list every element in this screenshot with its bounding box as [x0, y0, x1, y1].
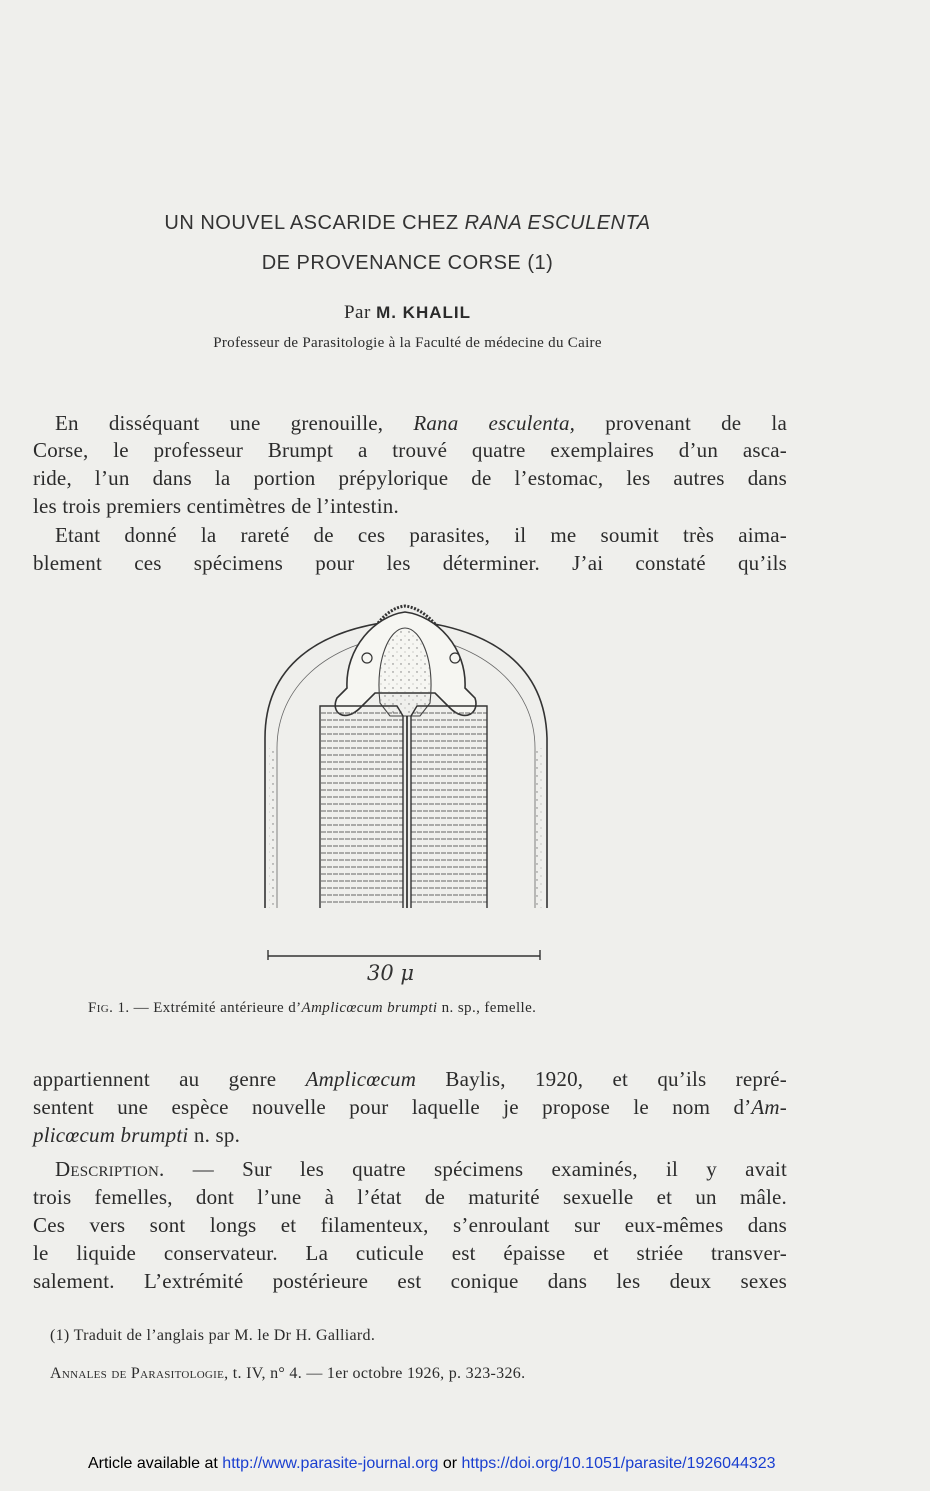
para1-line2: Corse, le professeur Brumpt a trouvé quatre exemplaires d’un asca-: [33, 438, 787, 462]
availability-or: or: [438, 1455, 462, 1472]
text: sentent une espèce nouvelle pour laquelle je propose le nom d’: [33, 1095, 752, 1119]
genus-name: Amplicœcum: [305, 1067, 417, 1091]
para3-line2: [33, 1094, 787, 1121]
scale-label: 30 μ: [367, 961, 415, 985]
para4-line4: le liquide conservateur. La cuticule est épaisse et striée transver-: [33, 1241, 787, 1265]
figure-caption: [88, 1000, 536, 1017]
availability-prefix: Article available at: [88, 1455, 223, 1472]
section-heading: Description.: [55, 1157, 165, 1181]
cuticle-left: [269, 748, 277, 908]
caption-label: Fig.: [88, 1000, 114, 1016]
para2-line2: blement ces spécimens pour les déterminer. J’ai constaté qu’ils: [33, 551, 787, 575]
footnote: (1) Traduit de l’anglais par M. le Dr H. Galliard.: [50, 1327, 376, 1344]
para4-line3: Ces vers sont longs et filamenteux, s’enroulant sur eux-mêmes dans: [33, 1213, 787, 1237]
text: n. sp.: [188, 1123, 241, 1147]
caption-species: Amplicœcum brumpti: [301, 1000, 438, 1016]
cuticle-right: [536, 748, 544, 908]
text: — Sur les quatre spécimens examinés, il y avait: [164, 1157, 787, 1181]
oesophagus-left: [320, 706, 403, 908]
para4-line5: salement. L’extrémité postérieure est conique dans les deux sexes: [33, 1269, 787, 1293]
para1-line3: ride, l’un dans la portion prépylorique de l’estomac, les autres dans: [33, 466, 787, 490]
title-text: UN NOUVEL ASCARIDE CHEZ: [164, 212, 465, 234]
author-affiliation: Professeur de Parasitologie à la Faculté de médecine du Caire: [213, 335, 602, 351]
author-line: [0, 302, 815, 324]
author-name: M. KHALIL: [376, 303, 471, 322]
para1-line4: les trois premiers centimètres de l’intestin.: [33, 494, 399, 518]
journal-name: Annales de Parasitologie,: [50, 1365, 229, 1382]
journal-details: t. IV, n° 4. — 1er octobre 1926, p. 323-326.: [228, 1365, 526, 1382]
text: appartiennent au genre: [33, 1067, 306, 1091]
para1-line1: [33, 410, 787, 437]
species-name: plicœcum brumpti: [33, 1123, 189, 1147]
author-prefix: Par: [343, 302, 377, 323]
para4-line1: [55, 1156, 787, 1183]
caption-text-end: n. sp., femelle.: [437, 1000, 537, 1016]
title-species: RANA ESCULENTA: [464, 212, 651, 234]
oesophagus-right: [411, 706, 487, 908]
doi-link[interactable]: https://doi.org/10.1051/parasite/1926044323: [461, 1455, 776, 1472]
para2-line1: Etant donné la rareté de ces parasites, il me soumit très aima-: [55, 523, 787, 547]
figure-nematode-anterior: [255, 598, 555, 998]
journal-link[interactable]: http://www.parasite-journal.org: [222, 1455, 439, 1472]
text: provenant de la: [575, 411, 787, 435]
species-name: Rana esculenta,: [413, 411, 576, 435]
article-title-line1: [0, 212, 815, 235]
text: En disséquant une grenouille,: [55, 411, 414, 435]
para3-line1: [33, 1066, 787, 1093]
caption-text: 1. — Extrémité antérieure d’: [113, 1000, 302, 1016]
article-title-line2: DE PROVENANCE CORSE (1): [261, 252, 554, 274]
journal-reference: [50, 1365, 525, 1383]
para4-line2: trois femelles, dont l’une à l’état de maturité sexuelle et un mâle.: [33, 1185, 787, 1209]
species-name: Am-: [751, 1095, 787, 1119]
para3-line3: [33, 1122, 787, 1149]
availability-line: [88, 1455, 776, 1473]
text: Baylis, 1920, et qu’ils repré-: [416, 1067, 787, 1091]
